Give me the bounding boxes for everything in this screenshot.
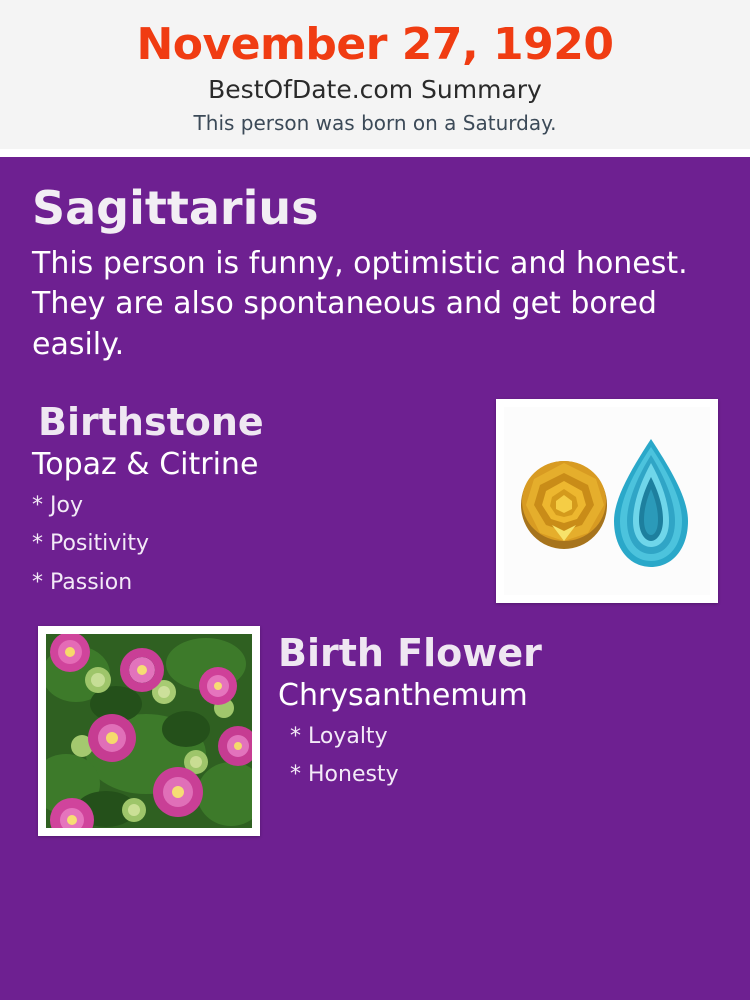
birthstone-photo (504, 407, 710, 595)
zodiac-sign-title: Sagittarius (32, 180, 319, 235)
birthstone-trait: * Positivity (32, 531, 150, 557)
birthstone-photo-frame (496, 399, 718, 603)
birth-flower-text (260, 626, 720, 800)
birth-flower-title: Birth Flower (278, 630, 542, 675)
birth-flower-photo (46, 634, 252, 828)
site-summary-label: BestOfDate.com Summary (208, 75, 542, 105)
birth-flower-value: Chrysanthemum (278, 677, 528, 713)
chrysanthemum-flowers-icon (46, 634, 252, 828)
birth-flower-trait: * Loyalty (290, 723, 388, 749)
birthstone-trait: * Passion (32, 569, 133, 595)
card-header (0, 0, 750, 149)
birthstone-section (30, 399, 720, 608)
page-title: November 27, 1920 (136, 19, 614, 70)
card-body (0, 157, 750, 1000)
gemstones-icon (504, 407, 710, 595)
birth-flower-trait: * Honesty (290, 761, 399, 787)
birthstone-value: Topaz & Citrine (32, 446, 259, 482)
birthstone-trait: * Joy (32, 492, 83, 518)
header-divider (0, 149, 750, 157)
zodiac-description: This person is funny, optimistic and honest. They are also spontaneous and get bored easily. (32, 245, 688, 362)
birth-flower-photo-frame (38, 626, 260, 836)
birthstone-title: Birthstone (38, 400, 264, 445)
birthstone-text (30, 399, 496, 608)
birth-flower-section (30, 626, 720, 836)
born-day-label: This person was born on a Saturday. (193, 110, 557, 135)
